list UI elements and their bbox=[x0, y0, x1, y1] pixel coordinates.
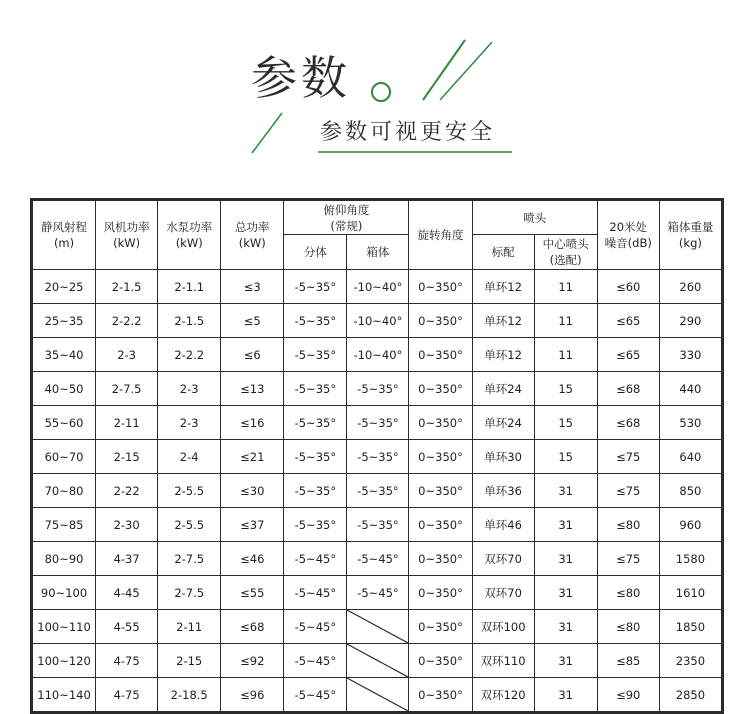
cell-total: ≤92 bbox=[221, 644, 284, 678]
cell-split: -5~35° bbox=[284, 270, 347, 304]
cell-total: ≤13 bbox=[221, 372, 284, 406]
table-row bbox=[33, 678, 722, 712]
cell-center: 15 bbox=[534, 372, 597, 406]
cell-fan: 2-22 bbox=[96, 474, 158, 508]
header-total-power bbox=[221, 201, 284, 270]
page-subtitle: 参数可视更安全 bbox=[320, 120, 496, 145]
header-pump-power-label: 水泵功率 bbox=[166, 220, 213, 234]
cell-noise: ≤90 bbox=[597, 678, 659, 712]
cell-box: -10~40° bbox=[347, 304, 409, 338]
cell-box: -5~45° bbox=[347, 542, 409, 576]
table-row bbox=[33, 304, 722, 338]
cell-total: ≤16 bbox=[221, 406, 284, 440]
spec-table-frame bbox=[30, 198, 724, 714]
cell-range: 80~90 bbox=[33, 542, 96, 576]
cell-std: 单环36 bbox=[472, 474, 534, 508]
cell-weight: 960 bbox=[659, 508, 721, 542]
cell-std: 单环12 bbox=[472, 338, 534, 372]
cell-range: 110~140 bbox=[33, 678, 96, 712]
cell-rot: 0~350° bbox=[409, 542, 472, 576]
header-total-power-label: 总功率 bbox=[235, 220, 270, 234]
cell-pump: 2-7.5 bbox=[158, 576, 221, 610]
header-noise bbox=[597, 201, 659, 270]
header-fan-power bbox=[96, 201, 158, 270]
cell-fan: 2-15 bbox=[96, 440, 158, 474]
cell-noise: ≤75 bbox=[597, 440, 659, 474]
cell-range: 90~100 bbox=[33, 576, 96, 610]
cell-noise: ≤65 bbox=[597, 338, 659, 372]
cell-center: 11 bbox=[534, 338, 597, 372]
cell-std: 单环30 bbox=[472, 440, 534, 474]
cell-weight: 1850 bbox=[659, 610, 721, 644]
cell-std: 双环120 bbox=[472, 678, 534, 712]
cell-range: 75~85 bbox=[33, 508, 96, 542]
cell-std: 单环12 bbox=[472, 270, 534, 304]
cell-std: 双环70 bbox=[472, 576, 534, 610]
cell-total: ≤68 bbox=[221, 610, 284, 644]
cell-box: -5~35° bbox=[347, 406, 409, 440]
header-pump-power-unit: (kW) bbox=[175, 236, 203, 250]
cell-pump: 2-3 bbox=[158, 372, 221, 406]
cell-split: -5~35° bbox=[284, 474, 347, 508]
cell-weight: 290 bbox=[659, 304, 721, 338]
cell-rot: 0~350° bbox=[409, 644, 472, 678]
cell-std: 双环100 bbox=[472, 610, 534, 644]
header-nozzle-std: 标配 bbox=[472, 235, 534, 270]
cell-center: 11 bbox=[534, 304, 597, 338]
cell-fan: 2-1.5 bbox=[96, 270, 158, 304]
cell-pump: 2-2.2 bbox=[158, 338, 221, 372]
cell-total: ≤46 bbox=[221, 542, 284, 576]
cell-split: -5~45° bbox=[284, 678, 347, 712]
cell-box: -5~35° bbox=[347, 440, 409, 474]
cell-pump: 2-11 bbox=[158, 610, 221, 644]
cell-total: ≤55 bbox=[221, 576, 284, 610]
cell-pump: 2-3 bbox=[158, 406, 221, 440]
table-row bbox=[33, 576, 722, 610]
header-noise-label: 20米处 bbox=[609, 220, 648, 234]
table-row bbox=[33, 338, 722, 372]
cell-total: ≤21 bbox=[221, 440, 284, 474]
cell-total: ≤37 bbox=[221, 508, 284, 542]
cell-range: 35~40 bbox=[33, 338, 96, 372]
header-weight bbox=[659, 201, 721, 270]
cell-center: 31 bbox=[534, 576, 597, 610]
header-range-unit: (m) bbox=[53, 236, 75, 250]
cell-split: -5~35° bbox=[284, 508, 347, 542]
cell-rot: 0~350° bbox=[409, 508, 472, 542]
cell-noise: ≤80 bbox=[597, 576, 659, 610]
table-row bbox=[33, 644, 722, 678]
cell-weight: 330 bbox=[659, 338, 721, 372]
cell-weight: 260 bbox=[659, 270, 721, 304]
cell-fan: 2-3 bbox=[96, 338, 158, 372]
cell-noise: ≤75 bbox=[597, 542, 659, 576]
cell-split: -5~35° bbox=[284, 304, 347, 338]
cell-range: 55~60 bbox=[33, 406, 96, 440]
cell-total: ≤5 bbox=[221, 304, 284, 338]
header-nozzle-center bbox=[534, 235, 597, 270]
decor-slash-3 bbox=[252, 113, 282, 153]
cell-weight: 850 bbox=[659, 474, 721, 508]
title-decoration bbox=[0, 0, 750, 200]
cell-pump: 2-1.5 bbox=[158, 304, 221, 338]
cell-box-empty bbox=[347, 678, 409, 712]
table-row bbox=[33, 372, 722, 406]
decor-slash-2 bbox=[440, 42, 492, 100]
cell-std: 双环70 bbox=[472, 542, 534, 576]
cell-center: 31 bbox=[534, 610, 597, 644]
cell-center: 31 bbox=[534, 508, 597, 542]
cell-total: ≤30 bbox=[221, 474, 284, 508]
table-row bbox=[33, 542, 722, 576]
header-nozzle-center-opt: (选配) bbox=[549, 253, 582, 267]
cell-split: -5~45° bbox=[284, 542, 347, 576]
cell-range: 40~50 bbox=[33, 372, 96, 406]
cell-center: 31 bbox=[534, 542, 597, 576]
cell-std: 单环24 bbox=[472, 406, 534, 440]
cell-range: 100~120 bbox=[33, 644, 96, 678]
header-weight-unit: (kg) bbox=[678, 236, 702, 250]
cell-split: -5~35° bbox=[284, 406, 347, 440]
cell-total: ≤96 bbox=[221, 678, 284, 712]
cell-std: 单环24 bbox=[472, 372, 534, 406]
cell-box: -10~40° bbox=[347, 338, 409, 372]
cell-weight: 640 bbox=[659, 440, 721, 474]
header-pitch-box: 箱体 bbox=[347, 235, 409, 270]
cell-noise: ≤75 bbox=[597, 474, 659, 508]
cell-range: 100~110 bbox=[33, 610, 96, 644]
cell-rot: 0~350° bbox=[409, 338, 472, 372]
table-row bbox=[33, 440, 722, 474]
cell-rot: 0~350° bbox=[409, 440, 472, 474]
header-pump-power bbox=[158, 201, 221, 270]
cell-noise: ≤68 bbox=[597, 372, 659, 406]
cell-center: 31 bbox=[534, 474, 597, 508]
cell-rot: 0~350° bbox=[409, 474, 472, 508]
cell-fan: 4-55 bbox=[96, 610, 158, 644]
cell-fan: 4-37 bbox=[96, 542, 158, 576]
header-pitch bbox=[284, 201, 409, 235]
cell-noise: ≤80 bbox=[597, 508, 659, 542]
cell-center: 31 bbox=[534, 678, 597, 712]
cell-weight: 530 bbox=[659, 406, 721, 440]
cell-box: -5~35° bbox=[347, 474, 409, 508]
spec-table-body bbox=[33, 270, 722, 712]
cell-fan: 2-30 bbox=[96, 508, 158, 542]
cell-rot: 0~350° bbox=[409, 406, 472, 440]
header-weight-label: 箱体重量 bbox=[667, 220, 714, 234]
cell-noise: ≤68 bbox=[597, 406, 659, 440]
cell-weight: 2350 bbox=[659, 644, 721, 678]
table-row bbox=[33, 508, 722, 542]
cell-weight: 1580 bbox=[659, 542, 721, 576]
decor-slash-1 bbox=[423, 40, 465, 100]
cell-fan: 4-45 bbox=[96, 576, 158, 610]
cell-weight: 2850 bbox=[659, 678, 721, 712]
cell-weight: 1610 bbox=[659, 576, 721, 610]
cell-range: 70~80 bbox=[33, 474, 96, 508]
cell-box: -5~45° bbox=[347, 576, 409, 610]
header-fan-power-label: 风机功率 bbox=[103, 220, 150, 234]
cell-center: 15 bbox=[534, 440, 597, 474]
cell-pump: 2-5.5 bbox=[158, 508, 221, 542]
spec-table bbox=[32, 200, 722, 712]
cell-noise: ≤65 bbox=[597, 304, 659, 338]
cell-rot: 0~350° bbox=[409, 270, 472, 304]
cell-center: 11 bbox=[534, 270, 597, 304]
cell-range: 25~35 bbox=[33, 304, 96, 338]
cell-rot: 0~350° bbox=[409, 610, 472, 644]
cell-rot: 0~350° bbox=[409, 576, 472, 610]
cell-total: ≤3 bbox=[221, 270, 284, 304]
cell-split: -5~45° bbox=[284, 610, 347, 644]
cell-noise: ≤85 bbox=[597, 644, 659, 678]
cell-std: 单环46 bbox=[472, 508, 534, 542]
cell-fan: 2-7.5 bbox=[96, 372, 158, 406]
cell-box: -5~35° bbox=[347, 372, 409, 406]
table-row bbox=[33, 610, 722, 644]
header-pitch-sub: (常规) bbox=[330, 218, 363, 233]
header-rotation: 旋转角度 bbox=[409, 201, 472, 270]
cell-fan: 4-75 bbox=[96, 678, 158, 712]
cell-split: -5~35° bbox=[284, 440, 347, 474]
cell-split: -5~45° bbox=[284, 576, 347, 610]
cell-rot: 0~350° bbox=[409, 678, 472, 712]
header-pitch-label: 俯仰角度 bbox=[323, 202, 370, 217]
cell-center: 15 bbox=[534, 406, 597, 440]
cell-pump: 2-7.5 bbox=[158, 542, 221, 576]
cell-rot: 0~350° bbox=[409, 372, 472, 406]
cell-total: ≤6 bbox=[221, 338, 284, 372]
header-range-label: 静风射程 bbox=[41, 220, 88, 234]
cell-box-empty bbox=[347, 610, 409, 644]
cell-fan: 2-11 bbox=[96, 406, 158, 440]
cell-center: 31 bbox=[534, 644, 597, 678]
header-nozzle-center-label: 中心喷头 bbox=[542, 237, 589, 251]
cell-pump: 2-5.5 bbox=[158, 474, 221, 508]
cell-fan: 2-2.2 bbox=[96, 304, 158, 338]
header-total-power-unit: (kW) bbox=[238, 236, 266, 250]
cell-pump: 2-1.1 bbox=[158, 270, 221, 304]
header-pitch-split: 分体 bbox=[284, 235, 347, 270]
table-row bbox=[33, 474, 722, 508]
cell-pump: 2-4 bbox=[158, 440, 221, 474]
header-noise-sub: 噪音(dB) bbox=[604, 236, 652, 250]
header-nozzle: 喷头 bbox=[472, 201, 597, 235]
cell-box: -5~35° bbox=[347, 508, 409, 542]
cell-noise: ≤80 bbox=[597, 610, 659, 644]
cell-std: 单环12 bbox=[472, 304, 534, 338]
cell-box-empty bbox=[347, 644, 409, 678]
cell-range: 20~25 bbox=[33, 270, 96, 304]
cell-std: 双环110 bbox=[472, 644, 534, 678]
decor-circle bbox=[372, 83, 390, 101]
cell-pump: 2-15 bbox=[158, 644, 221, 678]
cell-range: 60~70 bbox=[33, 440, 96, 474]
header-fan-power-unit: (kW) bbox=[113, 236, 141, 250]
table-row bbox=[33, 270, 722, 304]
cell-pump: 2-18.5 bbox=[158, 678, 221, 712]
cell-split: -5~35° bbox=[284, 338, 347, 372]
cell-split: -5~45° bbox=[284, 644, 347, 678]
cell-noise: ≤60 bbox=[597, 270, 659, 304]
cell-box: -10~40° bbox=[347, 270, 409, 304]
page-title: 参数 bbox=[251, 51, 351, 105]
cell-weight: 440 bbox=[659, 372, 721, 406]
cell-rot: 0~350° bbox=[409, 304, 472, 338]
cell-split: -5~35° bbox=[284, 372, 347, 406]
header-range bbox=[33, 201, 96, 270]
cell-fan: 4-75 bbox=[96, 644, 158, 678]
table-row bbox=[33, 406, 722, 440]
